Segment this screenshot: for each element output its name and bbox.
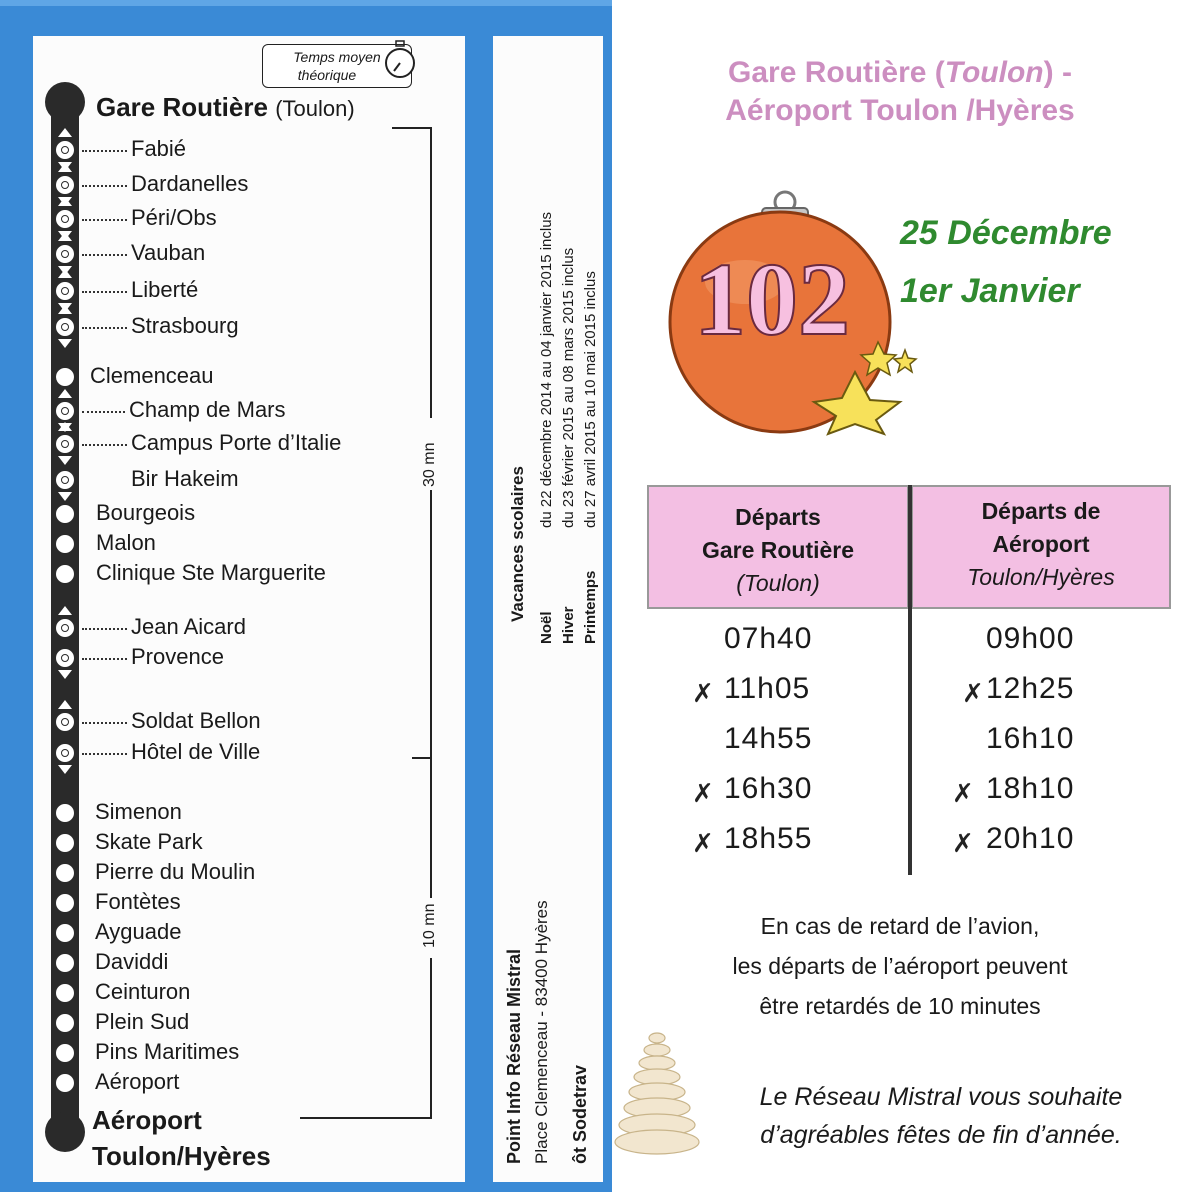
stop-name: Bourgeois — [96, 500, 196, 525]
stop-marker — [56, 471, 74, 489]
greeting-l2: d’agréables fêtes de fin d’année. — [760, 1121, 1122, 1149]
holidays-title: Vacances scolaires — [508, 466, 527, 622]
handwritten-x-mark-icon: ✗ — [962, 678, 984, 708]
stop-marker — [56, 713, 74, 731]
stop-marker — [56, 402, 74, 420]
end-stop-line2: Toulon/Hyères — [92, 1141, 271, 1171]
stop-name: Fontètes — [95, 889, 181, 914]
title-line1 — [640, 56, 1160, 90]
stop-marker — [56, 505, 74, 523]
top-stripe — [0, 0, 612, 6]
stopwatch-icon — [383, 39, 417, 83]
handwritten-x-mark-icon: ✗ — [692, 778, 714, 808]
stop-marker — [56, 245, 74, 263]
duration-10: 10 mn — [421, 903, 438, 948]
header-gare-l3: (Toulon) — [736, 570, 820, 596]
stop-marker — [56, 210, 74, 228]
time-box-line2: théorique — [297, 67, 357, 83]
stop-name: Malon — [96, 530, 156, 555]
bracket-top-tick — [392, 127, 432, 129]
bracket-mid-tick — [412, 757, 432, 759]
handwritten-x-mark-icon: ✗ — [692, 828, 714, 858]
stop-name: Aéroport — [95, 1069, 180, 1094]
stop-name: Pierre du Moulin — [95, 859, 256, 884]
stop-marker — [56, 924, 74, 942]
header-gare-l2: Gare Routière — [701, 537, 855, 563]
direction-up-arrow-icon — [58, 269, 72, 278]
leader-dots — [82, 327, 127, 329]
stop-name: Fabié — [131, 136, 187, 161]
holiday-dates-printemps: du 27 avril 2015 au 10 mai 2015 inclus — [582, 271, 599, 528]
stop-name: Vauban — [131, 240, 206, 265]
stop-marker — [56, 368, 74, 386]
stop-marker — [56, 1014, 74, 1032]
holiday-dates-noel: du 22 décembre 2014 au 04 janvier 2015 inclus — [538, 211, 555, 528]
direction-up-arrow-icon — [58, 197, 72, 206]
departure-time-aeroport: 09h00 — [986, 622, 1075, 655]
stop-marker — [56, 619, 74, 637]
info-title: Point Info Réseau Mistral — [504, 948, 524, 1164]
stop-name: Simenon — [95, 799, 182, 824]
table-column-separator — [908, 485, 912, 875]
delay-note — [640, 906, 1160, 1026]
start-terminus-dot — [45, 82, 85, 122]
bracket-bottom-tick — [300, 1117, 432, 1119]
handwritten-x-mark-icon: ✗ — [952, 828, 974, 858]
leader-dots — [82, 185, 127, 187]
title-part-a: Gare Routière ( — [728, 56, 945, 89]
title-part-b: Toulon — [944, 56, 1044, 89]
stop-name: Campus Porte d’Italie — [131, 430, 342, 455]
leader-dots — [82, 411, 125, 413]
stop-name: Ayguade — [95, 919, 182, 944]
direction-up-arrow-icon — [58, 606, 72, 615]
stop-marker — [56, 535, 74, 553]
start-stop — [96, 92, 355, 123]
leader-dots — [82, 753, 127, 755]
stop-name: Provence — [131, 644, 224, 669]
stop-marker — [56, 864, 74, 882]
stop-marker — [56, 954, 74, 972]
holiday-label-hiver: Hiver — [560, 606, 577, 644]
stop-name: Péri/Obs — [131, 205, 217, 230]
stop-marker — [56, 744, 74, 762]
direction-down-arrow-icon — [58, 339, 72, 348]
stop-name: Strasbourg — [131, 313, 239, 338]
season-greeting — [706, 1078, 1176, 1154]
start-stop-city: (Toulon) — [275, 96, 355, 121]
direction-up-arrow-icon — [58, 389, 72, 398]
header-aero-l2: Aéroport — [992, 531, 1090, 557]
stop-name: Pins Maritimes — [95, 1039, 240, 1064]
leader-dots — [82, 658, 127, 660]
direction-down-arrow-icon — [58, 492, 72, 501]
stop-name: Ceinturon — [95, 979, 191, 1004]
departure-time-gare: 18h55 — [724, 822, 813, 855]
stop-marker — [56, 176, 74, 194]
stop-marker — [56, 435, 74, 453]
stop-marker — [56, 282, 74, 300]
average-time-box — [262, 44, 412, 88]
stop-marker — [56, 1044, 74, 1062]
stop-name: Champ de Mars — [129, 397, 286, 422]
stop-marker — [56, 649, 74, 667]
info-address: Place Clemenceau - 83400 Hyères — [532, 900, 551, 1164]
handwritten-x-mark-icon: ✗ — [692, 678, 714, 708]
line-number: 102 — [694, 242, 850, 357]
direction-down-arrow-icon — [58, 765, 72, 774]
header-aero-l1: Départs de — [981, 498, 1101, 524]
holiday-label-printemps: Printemps — [582, 570, 599, 644]
delay-note-l1: En cas de retard de l’avion, — [760, 913, 1040, 939]
departure-time-aeroport: 18h10 — [986, 772, 1075, 805]
direction-down-arrow-icon — [58, 670, 72, 679]
leader-dots — [82, 444, 127, 446]
end-stop — [92, 1102, 271, 1174]
stop-marker — [56, 1074, 74, 1092]
departure-time-gare: 16h30 — [724, 772, 813, 805]
stop-name: Clinique Ste Marguerite — [96, 560, 326, 585]
header-departs-gare — [647, 485, 909, 609]
leader-dots — [82, 219, 127, 221]
direction-up-arrow-icon — [58, 128, 72, 137]
stop-name: Dardanelles — [131, 171, 249, 196]
brand-text: ôt Sodetrav — [570, 1064, 590, 1164]
end-terminus-dot — [45, 1112, 85, 1152]
stop-name: Jean Aicard — [131, 614, 246, 639]
handwritten-x-mark-icon: ✗ — [952, 778, 974, 808]
stop-name: Soldat Bellon — [131, 708, 261, 733]
header-aero-l3: Toulon/Hyères — [967, 564, 1115, 590]
stop-marker — [56, 894, 74, 912]
stop-name: Plein Sud — [95, 1009, 190, 1034]
stop-marker — [56, 804, 74, 822]
duration-30: 30 mn — [421, 442, 438, 487]
departure-time-aeroport: 20h10 — [986, 822, 1075, 855]
direction-down-arrow-icon — [58, 456, 72, 465]
header-departs-aeroport — [911, 485, 1171, 609]
direction-up-arrow-icon — [58, 232, 72, 241]
direction-up-arrow-icon — [58, 422, 72, 431]
stop-name: Liberté — [131, 277, 199, 302]
direction-up-arrow-icon — [58, 305, 72, 314]
leader-dots — [82, 722, 127, 724]
fold-gutter — [465, 36, 493, 1182]
delay-note-l2: les départs de l’aéroport peuvent — [732, 953, 1068, 979]
header-gare-l1: Départs — [735, 504, 821, 530]
departure-time-aeroport: 16h10 — [986, 722, 1075, 755]
date-2: 1er Janvier — [900, 272, 1080, 310]
title-part-c: ) - — [1043, 56, 1072, 89]
start-stop-name: Gare Routière — [96, 92, 268, 122]
time-box-line1: Temps moyen — [293, 49, 381, 65]
holiday-dates-hiver: du 23 février 2015 au 08 mars 2015 inclus — [560, 247, 577, 528]
leader-dots — [82, 628, 127, 630]
direction-up-arrow-icon — [58, 700, 72, 709]
leader-dots — [82, 291, 127, 293]
greeting-l1: Le Réseau Mistral vous souhaite — [759, 1083, 1123, 1111]
direction-up-arrow-icon — [58, 163, 72, 172]
stop-marker — [56, 565, 74, 583]
departure-time-gare: 14h55 — [724, 722, 813, 755]
departure-time-gare: 11h05 — [724, 672, 811, 705]
stop-marker — [56, 141, 74, 159]
date-1: 25 Décembre — [900, 214, 1112, 252]
departure-time-aeroport: 12h25 — [986, 672, 1075, 705]
stop-marker — [56, 984, 74, 1002]
stop-name: Daviddi — [95, 949, 169, 974]
stop-marker — [56, 318, 74, 336]
delay-note-l3: être retardés de 10 minutes — [759, 993, 1041, 1019]
title-line2: Aéroport Toulon /Hyères — [725, 94, 1075, 127]
stop-name: Bir Hakeim — [131, 466, 239, 491]
leader-dots — [82, 150, 127, 152]
stop-name: Skate Park — [95, 829, 203, 854]
christmas-tree-icon — [612, 1026, 702, 1156]
holiday-label-noel: Noël — [538, 611, 555, 644]
departure-time-gare: 07h40 — [724, 622, 813, 655]
stop-marker — [56, 834, 74, 852]
end-stop-line1: Aéroport — [92, 1105, 202, 1135]
leader-dots — [82, 254, 127, 256]
stop-name: Hôtel de Ville — [131, 739, 261, 764]
stop-name: Clemenceau — [90, 363, 214, 388]
